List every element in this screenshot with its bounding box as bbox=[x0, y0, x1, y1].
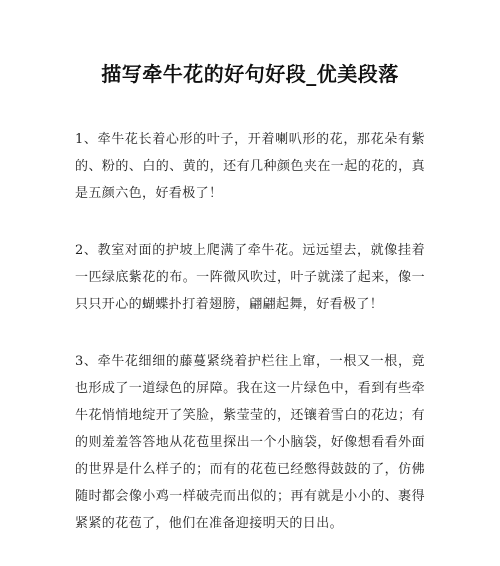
paragraph-2: 2、教室对面的护坡上爬满了牵牛花。远远望去，就像挂着一匹绿底紫花的布。一阵微风吹过，叶子就漾了起来，像一只只开心的蝴蝶扑打着翅膀，翩翩起舞，好看极了！ bbox=[75, 243, 425, 312]
article-body bbox=[75, 126, 425, 537]
paragraph-3: 3、牵牛花细细的藤蔓紧绕着护栏往上窜，一根又一根，竟也形成了一道绿色的屏障。我在这一片绿色中，看到有些牵牛花悄悄地绽开了笑脸，紫莹莹的，还镶着雪白的花边；有的则羞羞答答地从花苞里探出一个小脑袋，好像想看看外面的世界是什么样子的；而有的花苞已经憋得鼓鼓的了，仿佛随时都会像小鸡一样破壳而出似的；再有就是小小的、裹得紧紧的花苞了，他们在准备迎接明天的日出。 bbox=[75, 354, 425, 531]
article-title: 描写牵牛花的好句好段_优美段落 bbox=[101, 62, 399, 86]
paragraph-1: 1、牵牛花长着心形的叶子，开着喇叭形的花，那花朵有紫的、粉的、白的、黄的，还有几种颜色夹在一起的花的，真是五颜六色，好看极了！ bbox=[75, 132, 425, 201]
